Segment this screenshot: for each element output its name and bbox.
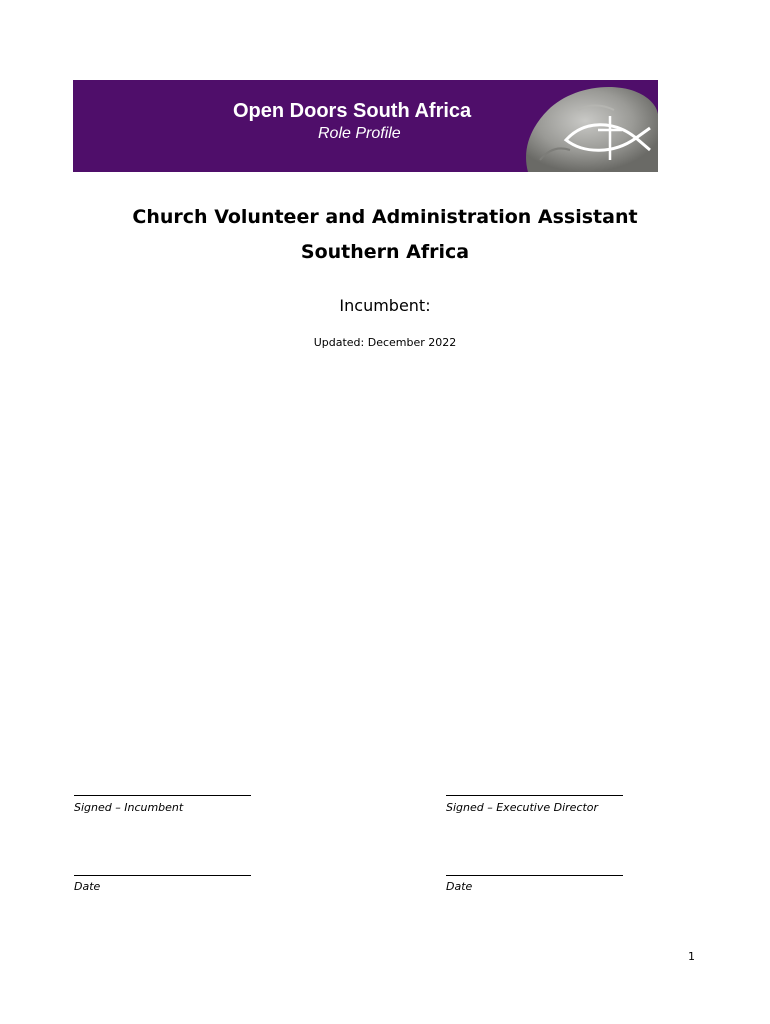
updated-date: Updated: December 2022 xyxy=(313,336,457,349)
incumbent-date-label: Date xyxy=(74,880,101,893)
incumbent-date-line xyxy=(74,875,251,876)
director-signature-line xyxy=(446,795,623,796)
director-signature-label: Signed – Executive Director xyxy=(446,801,599,814)
incumbent-signature-line xyxy=(74,795,251,796)
document-title-line1: Church Volunteer and Administration Assistant xyxy=(132,206,638,228)
incumbent-label: Incumbent: xyxy=(339,296,431,315)
organization-name: Open Doors South Africa xyxy=(233,100,472,122)
banner-subtitle: Role Profile xyxy=(318,125,401,142)
ichthys-stone-icon xyxy=(518,80,658,172)
header-banner xyxy=(73,80,658,172)
incumbent-signature-label: Signed – Incumbent xyxy=(74,801,184,814)
director-date-line xyxy=(446,875,623,876)
director-date-label: Date xyxy=(446,880,473,893)
document-title-line2: Southern Africa xyxy=(300,241,470,263)
page-number: 1 xyxy=(688,950,695,963)
